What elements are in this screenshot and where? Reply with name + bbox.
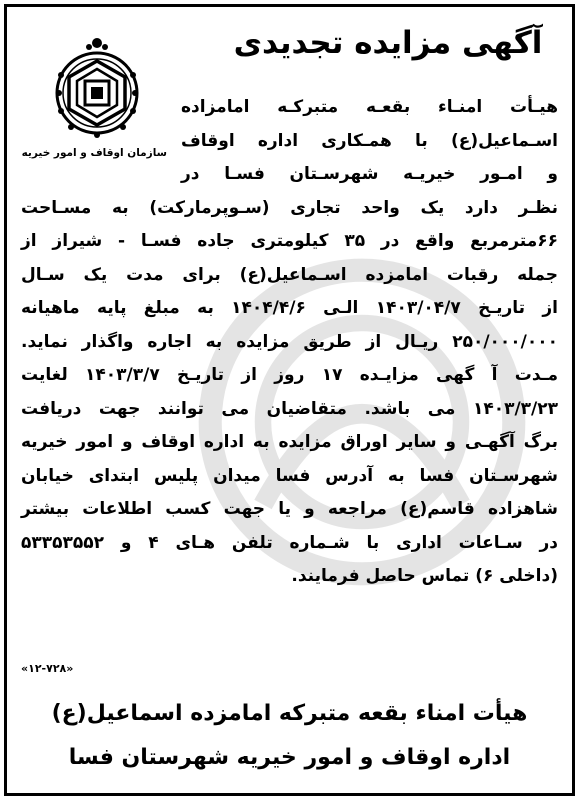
notice-title: آگهی مزایده تجدیدی <box>233 25 543 61</box>
logo-caption: سازمان اوقاف و امور خیریه <box>21 147 167 159</box>
signature-office: اداره اوقاف و امور خیریه شهرستان فسا <box>68 745 511 770</box>
body-line: ۲۵۰/۰۰۰/۰۰۰ ریـال از طریق مزایده به اجاره واگذار نماید. <box>21 331 558 352</box>
body-line: هیـأت امنـاء بقعـه متبرکـه امامزاده <box>181 97 558 117</box>
body-line: از تاریـخ ۱۴۰۳/۰۴/۷ الـی ۱۴۰۴/۴/۶ به مبلغ پایه ماهیانه <box>21 298 558 318</box>
body-line: نظـر دارد یک واحد تجاری (سـوپرمارکت) به مسـاحت <box>21 197 558 218</box>
body-line: جمله رقبات امامزده اسـماعیل(ع) برای مدت یک سـال <box>21 264 558 285</box>
body-line: ۶۶مترمربع واقع در ۳۵ کیلومتری جاده فسـا - شیراز از <box>21 231 558 251</box>
body-line: برگ آگهـی و سایر اوراق مزایده به اداره اوقاف و امور خیریه <box>21 432 558 452</box>
body-line: و امـور خیریـه شهرسـتان فسـا در <box>181 164 558 184</box>
body-line: اسـماعیل(ع) با همـکاری اداره اوقاف <box>181 130 558 151</box>
notice-body <box>21 91 558 594</box>
body-line: (داخلی ۶) تماس حاصل فرمایند. <box>291 566 558 586</box>
notice-frame <box>4 4 575 796</box>
body-line: شهرسـتان فسا به آدرس فسا میدان پلیس ابتدای خیابان <box>21 465 558 486</box>
signature-trustees: هیأت امناء بقعه متبرکه امامزده اسماعیل(ع) <box>51 701 528 726</box>
reference-code: «۱۲-۷۲۸» <box>21 662 74 675</box>
body-line: شاهزاده قاسم(ع) مراجعه و یا جهت کسب اطلاعات بیشتر <box>21 499 558 519</box>
body-line: ۱۴۰۳/۳/۲۳ می باشد. متقاضیان می توانند جهت دریافت <box>21 398 558 419</box>
body-line: در سـاعات اداری با شـماره تلفن هـای ۴ و ۵۳۳۵۳۵۵۲ <box>21 532 559 553</box>
body-line: مـدت آ گهی مزایـده ۱۷ روز از تاریـخ ۱۴۰۳/۳/۷ لغایت <box>21 365 558 385</box>
